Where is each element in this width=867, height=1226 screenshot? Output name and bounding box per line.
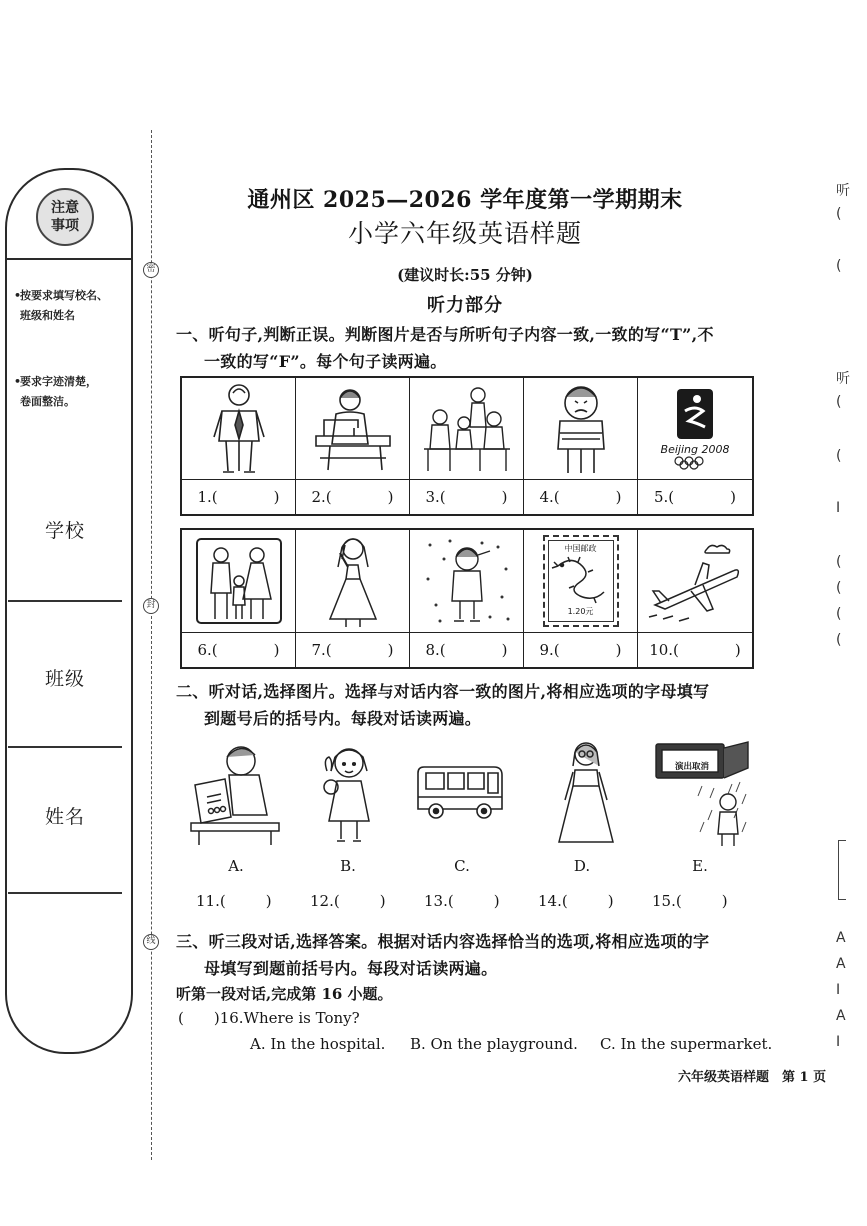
- bus-icon: [414, 763, 506, 823]
- edge-fragment: (: [836, 394, 842, 410]
- notice-item-2-line-1: 要求字迹清楚，: [20, 375, 97, 388]
- picture-table-row-2: [180, 528, 754, 669]
- section2-instruction-line-2: 到题号后的括号内。每段对话读两遍。: [204, 709, 482, 728]
- badge-line-1: 注意: [51, 200, 79, 216]
- question-16[interactable]: [178, 1009, 360, 1027]
- answer-slot-10[interactable]: 10.( ): [649, 641, 741, 659]
- logo-caption: Beijing 2008: [660, 443, 730, 456]
- edge-fragment: (: [836, 606, 842, 622]
- option-letter-d: D.: [573, 857, 591, 875]
- stamp-value: 1.20元: [567, 607, 594, 616]
- school-field-line[interactable]: [8, 600, 122, 602]
- notice-item-2: •要求字迹清楚， 卷面整洁。: [14, 372, 122, 412]
- edge-fragment: A: [836, 1008, 846, 1024]
- page-footer: 六年级英语样题 第 1 页: [678, 1070, 827, 1085]
- picture-cell-3: [410, 378, 524, 514]
- binding-line: [151, 130, 152, 1160]
- option-picture-d: [538, 736, 634, 850]
- picture-cell-5: [638, 378, 752, 514]
- q16-bracket-close: ): [213, 1009, 220, 1027]
- picture-cell-1: [182, 378, 296, 514]
- edge-fragment: I: [836, 500, 841, 516]
- picture-cell-6: [182, 530, 296, 667]
- family-gathering-icon: [420, 383, 514, 475]
- businessman-icon: [204, 381, 274, 477]
- dragon-icon: [550, 554, 612, 606]
- answer-slot-12[interactable]: 12.( ): [310, 892, 386, 910]
- edge-fragment: 听: [836, 371, 850, 387]
- reading-boy-icon: [189, 739, 283, 847]
- answer-slot-4[interactable]: 4.( ): [539, 488, 622, 506]
- olympic-rings-icon: [671, 456, 719, 470]
- sad-boy-icon: [544, 381, 618, 477]
- notice-item-2-line-2: 卷面整洁。: [20, 395, 75, 408]
- name-field-line[interactable]: [8, 892, 122, 894]
- option-letter-c: C.: [454, 857, 470, 875]
- beijing-2008-logo: [675, 387, 715, 441]
- binding-mark-1: 密: [143, 262, 159, 278]
- option-letter-a: A.: [228, 857, 244, 875]
- exam-title: 通州区 2025—2026 学年度第一学期期末: [247, 187, 683, 213]
- answer-slot-13[interactable]: 13.( ): [424, 892, 500, 910]
- option-letter-b: B.: [340, 857, 356, 875]
- answer-slot-11[interactable]: 11.( ): [196, 892, 272, 910]
- picture-cell-9: [524, 530, 638, 667]
- notice-item-1-line-1: 按要求填写校名、: [20, 289, 108, 302]
- name-field-label: 姓名: [44, 806, 85, 828]
- answer-slot-5[interactable]: 5.( ): [653, 488, 737, 506]
- option-picture-e: [652, 736, 752, 850]
- edge-fragment: (: [836, 206, 842, 222]
- girl-in-dress-icon: [553, 738, 619, 848]
- girl-with-toy-icon: [313, 741, 383, 845]
- q16-option-c[interactable]: C. In the supermarket.: [600, 1035, 773, 1053]
- edge-box-fragment: [838, 840, 846, 900]
- sidebar-divider: [7, 258, 131, 260]
- answer-slot-2[interactable]: 2.( ): [311, 488, 394, 506]
- answer-slot-1[interactable]: 1.( ): [197, 488, 280, 506]
- section1-instruction-line-1: 一、听句子,判断正误。判断图片是否与所听句子内容一致,一致的写“T”,不: [176, 325, 714, 344]
- picture-cell-2: [296, 378, 410, 514]
- notice-item-1: •按要求填写校名、 班级和姓名: [14, 286, 122, 326]
- notice-badge: [36, 188, 94, 246]
- section1-instruction-line-2: 一致的写“F”。每个句子读两遍。: [204, 352, 447, 371]
- dragon-stamp-icon: [543, 535, 619, 627]
- q16-option-b[interactable]: B. On the playground.: [410, 1035, 578, 1053]
- stamp-header: 中国邮政: [564, 544, 597, 553]
- airplane-icon: [645, 539, 745, 623]
- answer-slot-15[interactable]: 15.( ): [652, 892, 728, 910]
- notice-item-1-line-2: 班级和姓名: [20, 309, 75, 322]
- class-field-line[interactable]: [8, 746, 122, 748]
- edge-fragment: I: [836, 982, 841, 998]
- exam-subtitle: 小学六年级英语样题: [347, 219, 582, 248]
- option-picture-b: [300, 736, 396, 850]
- exam-duration: (建议时长:55 分钟): [397, 266, 533, 284]
- edge-fragment: 听: [836, 183, 850, 199]
- answer-slot-9[interactable]: 9.( ): [539, 641, 622, 659]
- answer-slot-6[interactable]: 6.( ): [197, 641, 280, 659]
- option-picture-c: [412, 736, 508, 850]
- answer-slot-3[interactable]: 3.( ): [425, 488, 508, 506]
- picture-table-row-1: [180, 376, 754, 516]
- picture-cell-8: [410, 530, 524, 667]
- sign-text: 演出取消: [674, 762, 709, 772]
- edge-fragment: A: [836, 956, 846, 972]
- edge-fragment: (: [836, 448, 842, 464]
- binding-mark-2: 封: [143, 598, 159, 614]
- section2-instruction-line-1: 二、听对话,选择图片。选择与对话内容一致的图片,将相应选项的字母填写: [176, 682, 710, 701]
- edge-fragment: (: [836, 258, 842, 274]
- edge-fragment: I: [836, 1034, 841, 1050]
- option-letter-e: E.: [692, 857, 708, 875]
- section3-instruction-line-1: 三、听三段对话,选择答案。根据对话内容选择恰当的选项,将相应选项的字: [176, 932, 710, 951]
- option-picture-a: [188, 736, 284, 850]
- family-photo-icon: [193, 535, 285, 627]
- binding-mark-3: 线: [143, 934, 159, 950]
- badge-line-2: 事项: [51, 218, 79, 234]
- edge-fragment: (: [836, 632, 842, 648]
- section3-instruction-line-2: 母填写到题前括号内。每段对话读两遍。: [204, 959, 498, 978]
- edge-fragment: (: [836, 554, 842, 570]
- class-field-label: 班级: [44, 668, 85, 690]
- part-title: 听力部分: [427, 295, 503, 316]
- school-field-label: 学校: [44, 520, 85, 542]
- sewing-woman-icon: [310, 384, 396, 474]
- picture-cell-7: [296, 530, 410, 667]
- picture-cell-10: [638, 530, 752, 667]
- snow-girl-icon: [420, 535, 514, 627]
- singing-girl-icon: [318, 533, 388, 629]
- answer-slot-7[interactable]: 7.( ): [311, 641, 394, 659]
- picture-cell-4: [524, 378, 638, 514]
- rain-sign-icon: [652, 738, 752, 848]
- edge-fragment: (: [836, 580, 842, 596]
- dialog-1-intro: 听第一段对话,完成第 16 小题。: [176, 985, 393, 1003]
- answer-slot-8[interactable]: 8.( ): [425, 641, 508, 659]
- q16-bracket-open: (: [178, 1009, 184, 1027]
- answer-slot-14[interactable]: 14.( ): [538, 892, 614, 910]
- edge-fragment: A: [836, 930, 846, 946]
- q16-option-a[interactable]: A. In the hospital.: [250, 1035, 386, 1053]
- q16-text: 16.Where is Tony?: [219, 1009, 360, 1027]
